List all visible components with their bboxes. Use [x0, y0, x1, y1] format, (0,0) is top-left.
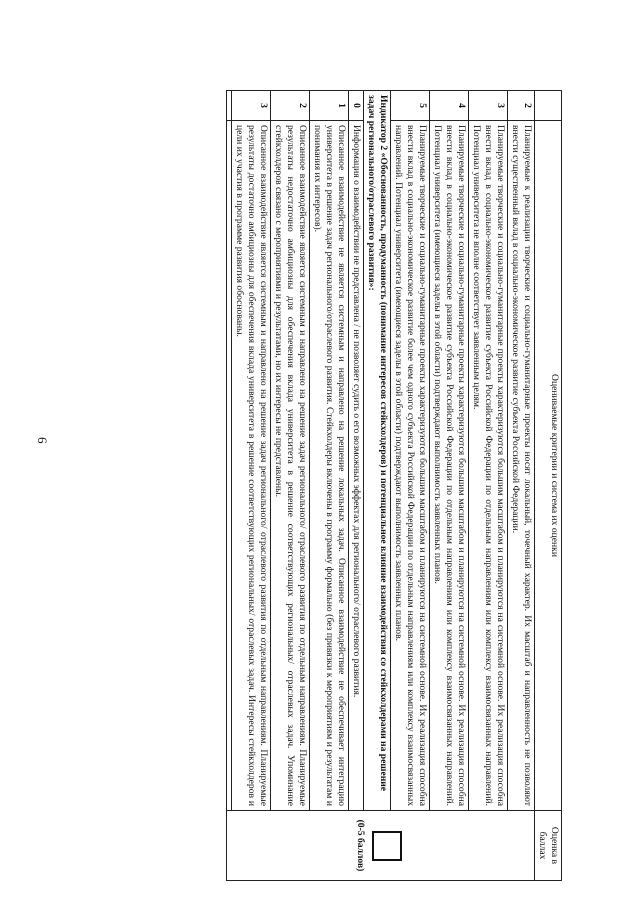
indicator-title: Индикатор 2 «Обоснованность, продуманность (понимание интересов стейкхолдеров) и потенциальное влияние взаимодействия со стейкхолдерами на решение задач регионального/отраслевого развития»: — [364, 91, 391, 811]
row-text — [391, 121, 430, 811]
table-row — [469, 91, 508, 881]
row-number: 3 — [232, 91, 271, 121]
row-number: 4 — [430, 91, 469, 121]
table-row — [508, 91, 535, 881]
criteria-table — [226, 90, 562, 881]
row-text-content: Планируемые творческие и социально-гуманитарные проекты характеризуются большим масштабом и планируются на системной основе. Их реализация способна внести вклад в социально-экономическое развитие более чем одного субъекта Российской Федерации по отдельным направлениям или комплексу взаимосвязанных направлений. Потенциал университета (имеющиеся заделы в этой области) подтверждают выполнимость заявленных планов. — [393, 125, 429, 806]
score-cell — [227, 811, 535, 881]
score-input-box[interactable] — [372, 831, 402, 861]
row-text — [271, 121, 310, 811]
row-text — [469, 121, 508, 811]
row-text-content: Планируемые к реализации творческие и социально-гуманитарные проекты носят локальный, точечный характер. Их масштаб и направленность не позволяют внести существенный вклад в социально-экономическое развитие субъекта Российской Федерации. — [510, 125, 534, 806]
row-text-content: Описанное взаимодействие не является системным и направлено на решение локальных задач. Описанное взаимодействие не обеспечивает интеграцию университета в решение задач регионального/отраслевого развития. Стейкхолдеры включены в программу формально (без привязки к мероприятиям и результатам и понимания их интересов). — [312, 125, 348, 806]
row-text — [310, 121, 349, 811]
row-number: 2 — [271, 91, 310, 121]
row-number: 5 — [391, 91, 430, 121]
row-text-content: Планируемые творческие и социально-гуманитарные проекты характеризуются большим масштабом и планируются на системной основе. Их реализация способна внести вклад в социально-экономическое развитие субъекта Российской Федерации по отдельным направлениям или комплексу взаимосвязанных направлений. Потенциал университета не вполне соответствует заявленным целям. — [471, 125, 507, 806]
row-text — [232, 121, 271, 811]
page-number: 6 — [35, 437, 50, 444]
spacer-cell — [227, 91, 232, 121]
table-row — [310, 91, 349, 881]
row-text-content: Информация о взаимодействии не представлена / не позволяет судить о его возможных эффектах для регионального/ отраслевого развития. — [351, 125, 363, 698]
table-row — [271, 91, 310, 881]
row-number: 1 — [310, 91, 349, 121]
row-text-content: Планируемые творческие и социально-гуманитарные проекты характеризуются большим масштабом и планируются на системной основе. Их реализация способна внести вклад в социально-экономическое развитие субъекта Российской Федерации по отдельным направлениям или комплексу взаимосвязанных направлений. Потенциал университета (имеющиеся заделы в этой области) подтверждают выполнимость заявленных планов. — [432, 125, 468, 806]
row-number: 3 — [469, 91, 508, 121]
row-text — [349, 121, 364, 811]
spacer-cell — [227, 121, 232, 811]
header-criteria: Оцениваемые критерии и система их оценки — [535, 121, 562, 811]
criteria-page — [122, 90, 562, 880]
header-score: Оценка в баллах — [535, 811, 562, 881]
indicator-row — [364, 91, 391, 881]
table-spacer-row — [227, 91, 232, 881]
table-row — [430, 91, 469, 881]
table-row — [391, 91, 430, 881]
row-number: 0 — [349, 91, 364, 121]
score-range-label: (0-5 баллов) — [354, 819, 366, 872]
row-text — [508, 121, 535, 811]
table-header-row — [535, 91, 562, 881]
header-num-cell — [535, 91, 562, 121]
row-number: 2 — [508, 91, 535, 121]
row-text — [430, 121, 469, 811]
table-row — [349, 91, 364, 881]
row-text-content: Описанное взаимодействие является системным и направлено на решение задач регионального/ отраслевого развития по отдельным направлениям. Планируемые результаты достаточно амбициозны для обеспечения вклада университета в решение соответствующих региональных/ отраслевых задач. Интересы стейкхолдеров и цели их участия в программе развития обоснованы. — [234, 125, 270, 806]
row-text-content: Описанное взаимодействие является системным и направлено на решение задач регионального/ отраслевого развития по отдельным направлениям. Планируемые результаты недостаточно амбициозны для обеспечения вклада университета в решение соответствующих региональных/ отраслевых задач. Упоминание стейкхолдеров связано с мероприятиями и результатами, но их интересы не представлены. — [273, 125, 309, 806]
table-row — [232, 91, 271, 881]
